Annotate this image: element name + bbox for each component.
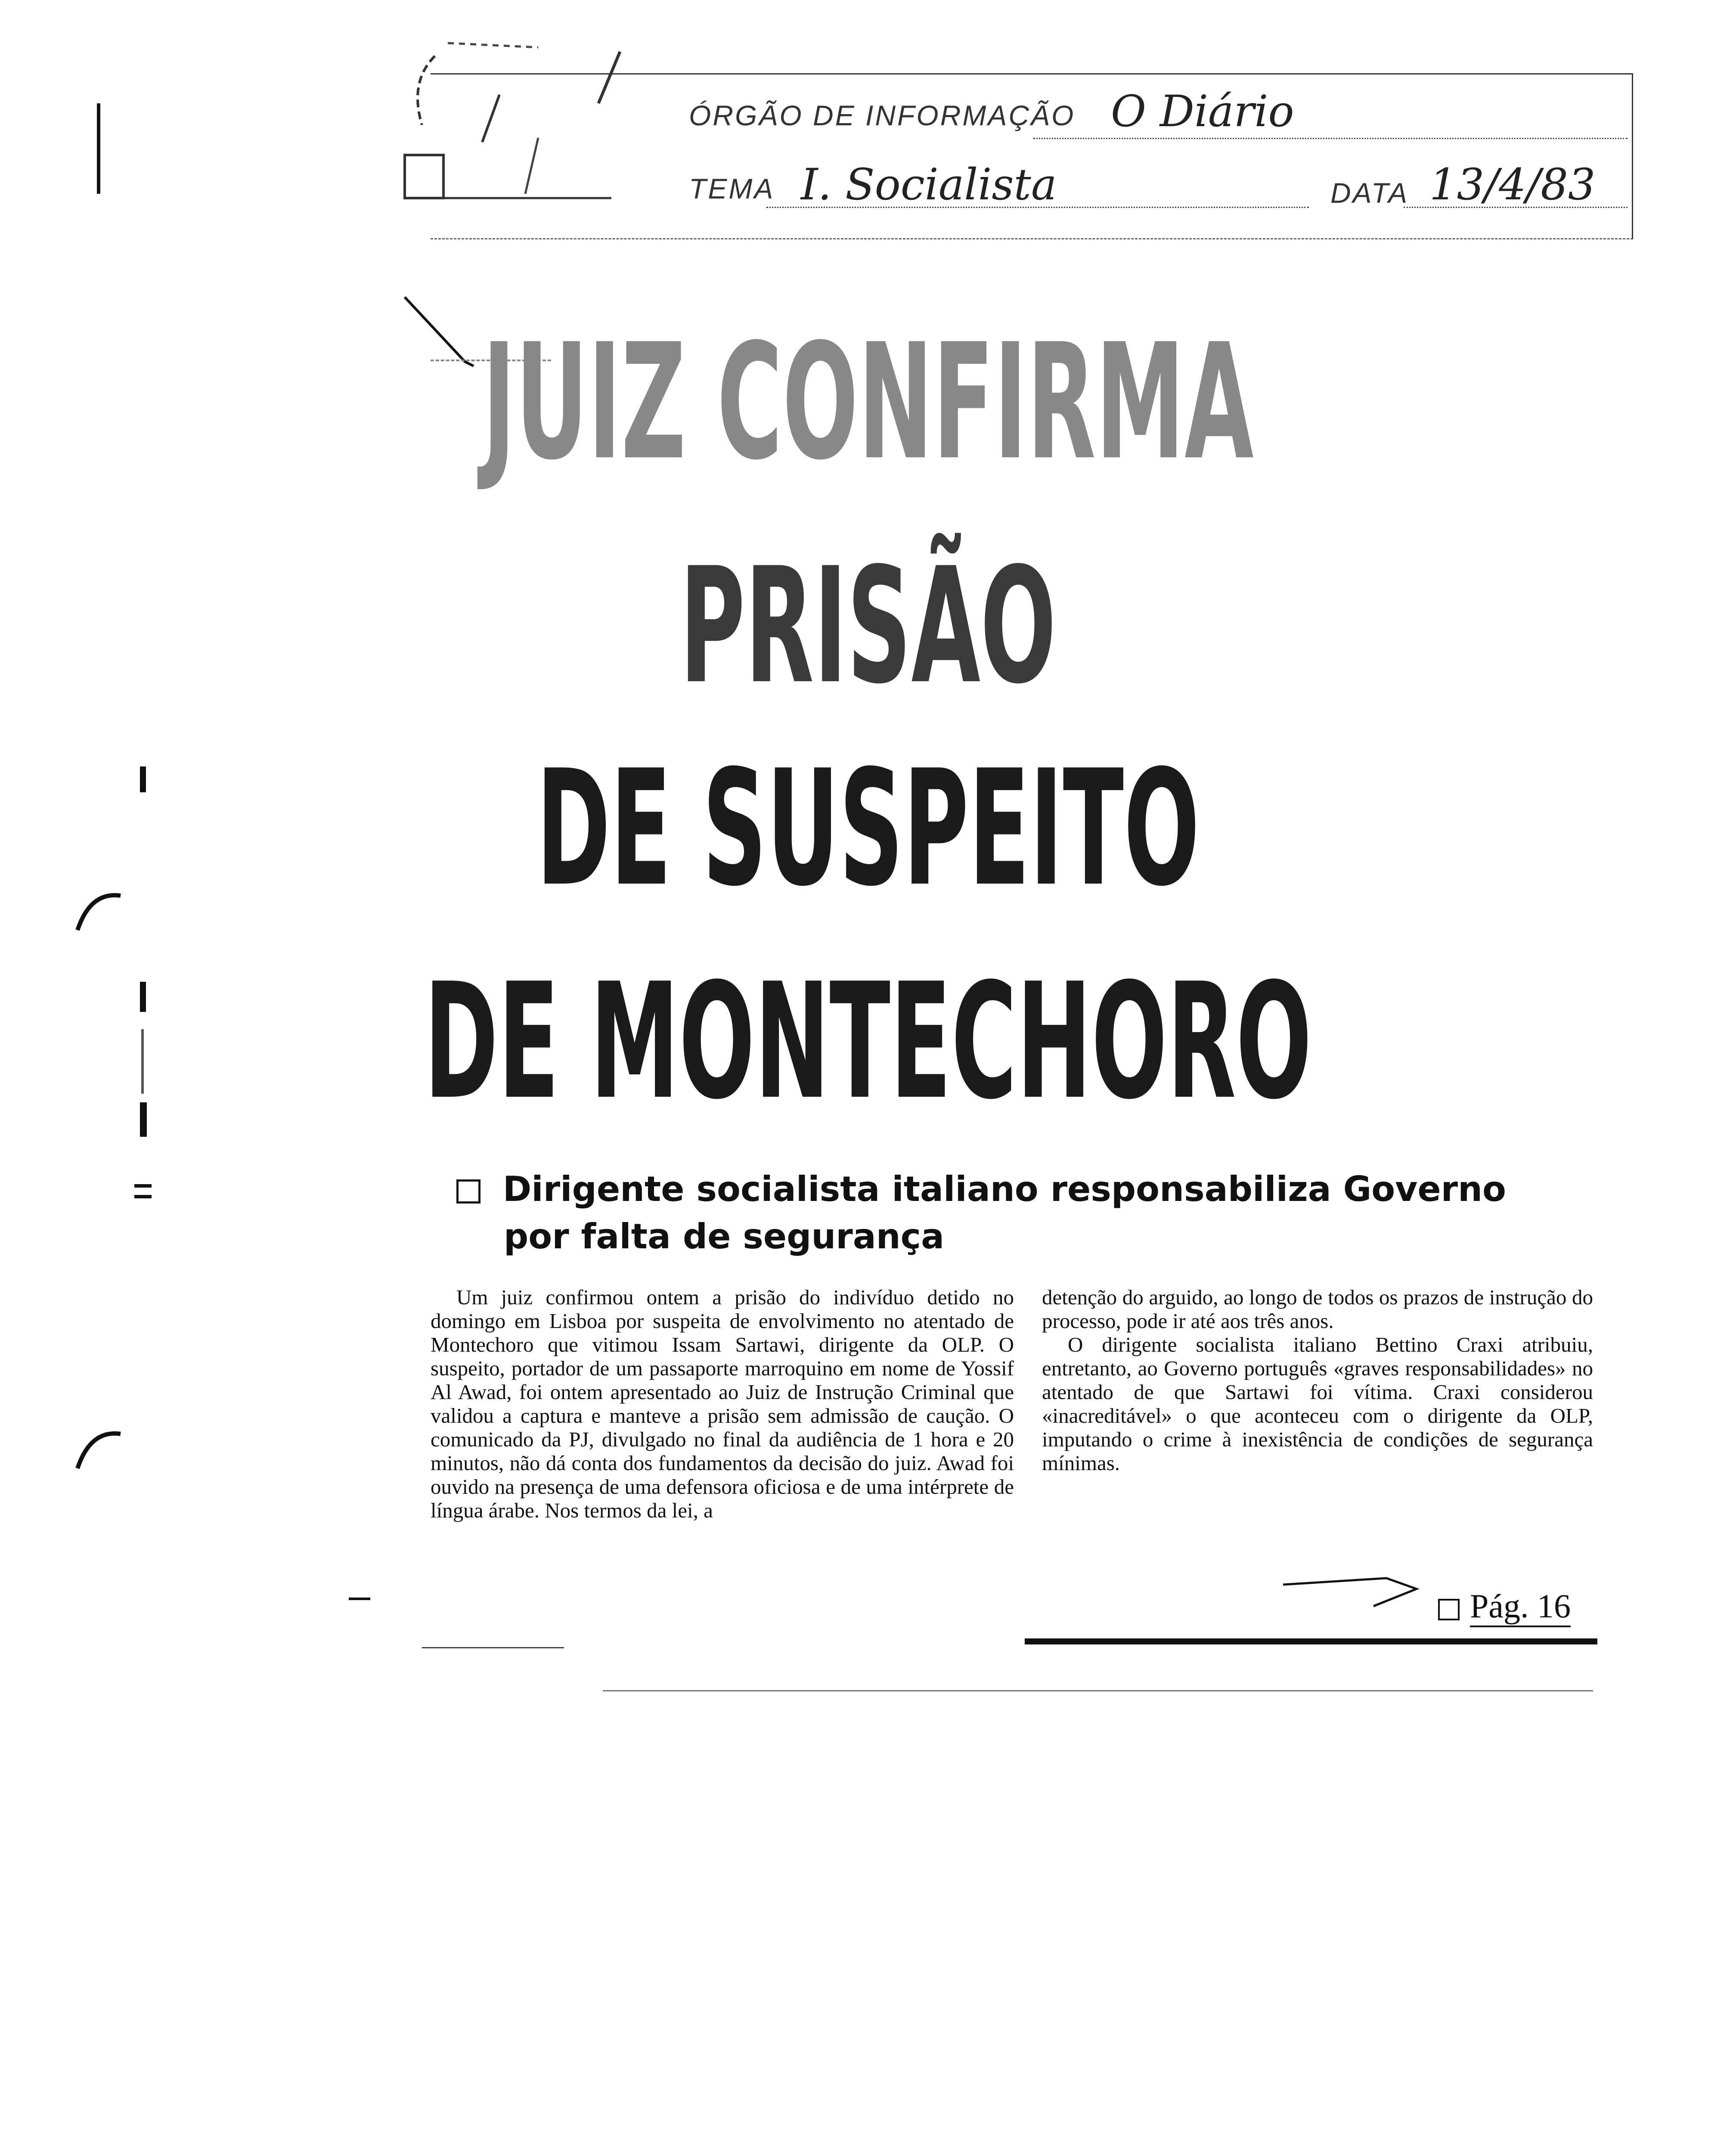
article-column-1	[431, 1285, 1014, 1522]
checkbox-icon	[456, 1179, 480, 1204]
checkbox-icon	[1438, 1599, 1460, 1620]
filing-header-frame	[431, 73, 1633, 239]
headline-line-2: PRISÃO	[679, 534, 1057, 719]
subtitle-line-2: por falta de segurança	[504, 1216, 945, 1256]
orgao-value: O Diário	[1111, 86, 1294, 137]
article-col2-paragraph-2: O dirigente socialista italiano Bettino Craxi atribuiu, entretanto, ao Governo português «graves responsabilidades» no atentado de que Sartawi foi vítima. Craxi considerou «inacreditável» o que aconteceu com o dirigente da OLP, imputando o crime à inexistência de condições de segurança mínimas.	[1042, 1333, 1593, 1475]
page-reference-label: Pág. 16	[1470, 1587, 1571, 1627]
orgao-underline	[1033, 138, 1628, 139]
margin-arc	[73, 1421, 125, 1473]
article-col1-text: Um juiz confirmou ontem a prisão do indivíduo detido no domingo em Lisboa por suspeita de envolvimento no atentado de Montechoro que vitimou Issam Sartawi, dirigente da OLP. O suspeito, portador de um passaporte marroquino em nome de Yossif Al Awad, foi ontem apresentado ao Juiz de Instrução Criminal que validou a captura e manteve a prisão sem admissão de caução. O comunicado da PJ, divulgado no final da audiência de 1 hora e 20 minutos, não dá conta dos fundamentos da decisão do juiz. Awad foi ouvido na presença de uma defensora oficiosa e de uma intérprete de língua árabe. Nos termos da lei, a	[431, 1285, 1014, 1522]
margin-mark	[97, 103, 100, 194]
data-value: 13/4/83	[1429, 159, 1596, 210]
article-column-2	[1042, 1285, 1593, 1475]
headline-line-4: DE MONTECHORO	[424, 949, 1312, 1135]
margin-arc	[73, 883, 125, 934]
column-foot-rule	[603, 1690, 1593, 1691]
tema-value: I. Socialista	[801, 159, 1057, 210]
tema-label: TEMA	[689, 173, 775, 205]
margin-mark	[134, 1184, 152, 1188]
article-end-rule	[1025, 1638, 1597, 1644]
margin-mark	[349, 1598, 370, 1600]
headline-line-1: JUIZ CONFIRMA	[482, 310, 1254, 495]
continuation-arrow-icon	[1279, 1572, 1425, 1610]
margin-mark	[140, 1102, 147, 1137]
column-foot-rule	[422, 1647, 564, 1648]
subtitle-text-1: Dirigente socialista italiano responsabiliza Governo	[502, 1169, 1507, 1209]
article-col2-paragraph-1: detenção do arguido, ao longo de todos os prazos de instrução do processo, pode ir até aos três anos.	[1042, 1285, 1593, 1333]
subtitle-line-1	[456, 1169, 1506, 1209]
margin-mark	[140, 766, 146, 792]
headline-line-3: DE SUSPEITO	[536, 736, 1200, 921]
margin-mark	[141, 1029, 144, 1094]
orgao-label: ÓRGÃO DE INFORMAÇÃO	[689, 99, 1076, 131]
data-label: DATA	[1330, 177, 1409, 209]
page-reference	[1438, 1587, 1571, 1626]
margin-mark	[140, 982, 146, 1012]
margin-mark	[134, 1195, 152, 1198]
